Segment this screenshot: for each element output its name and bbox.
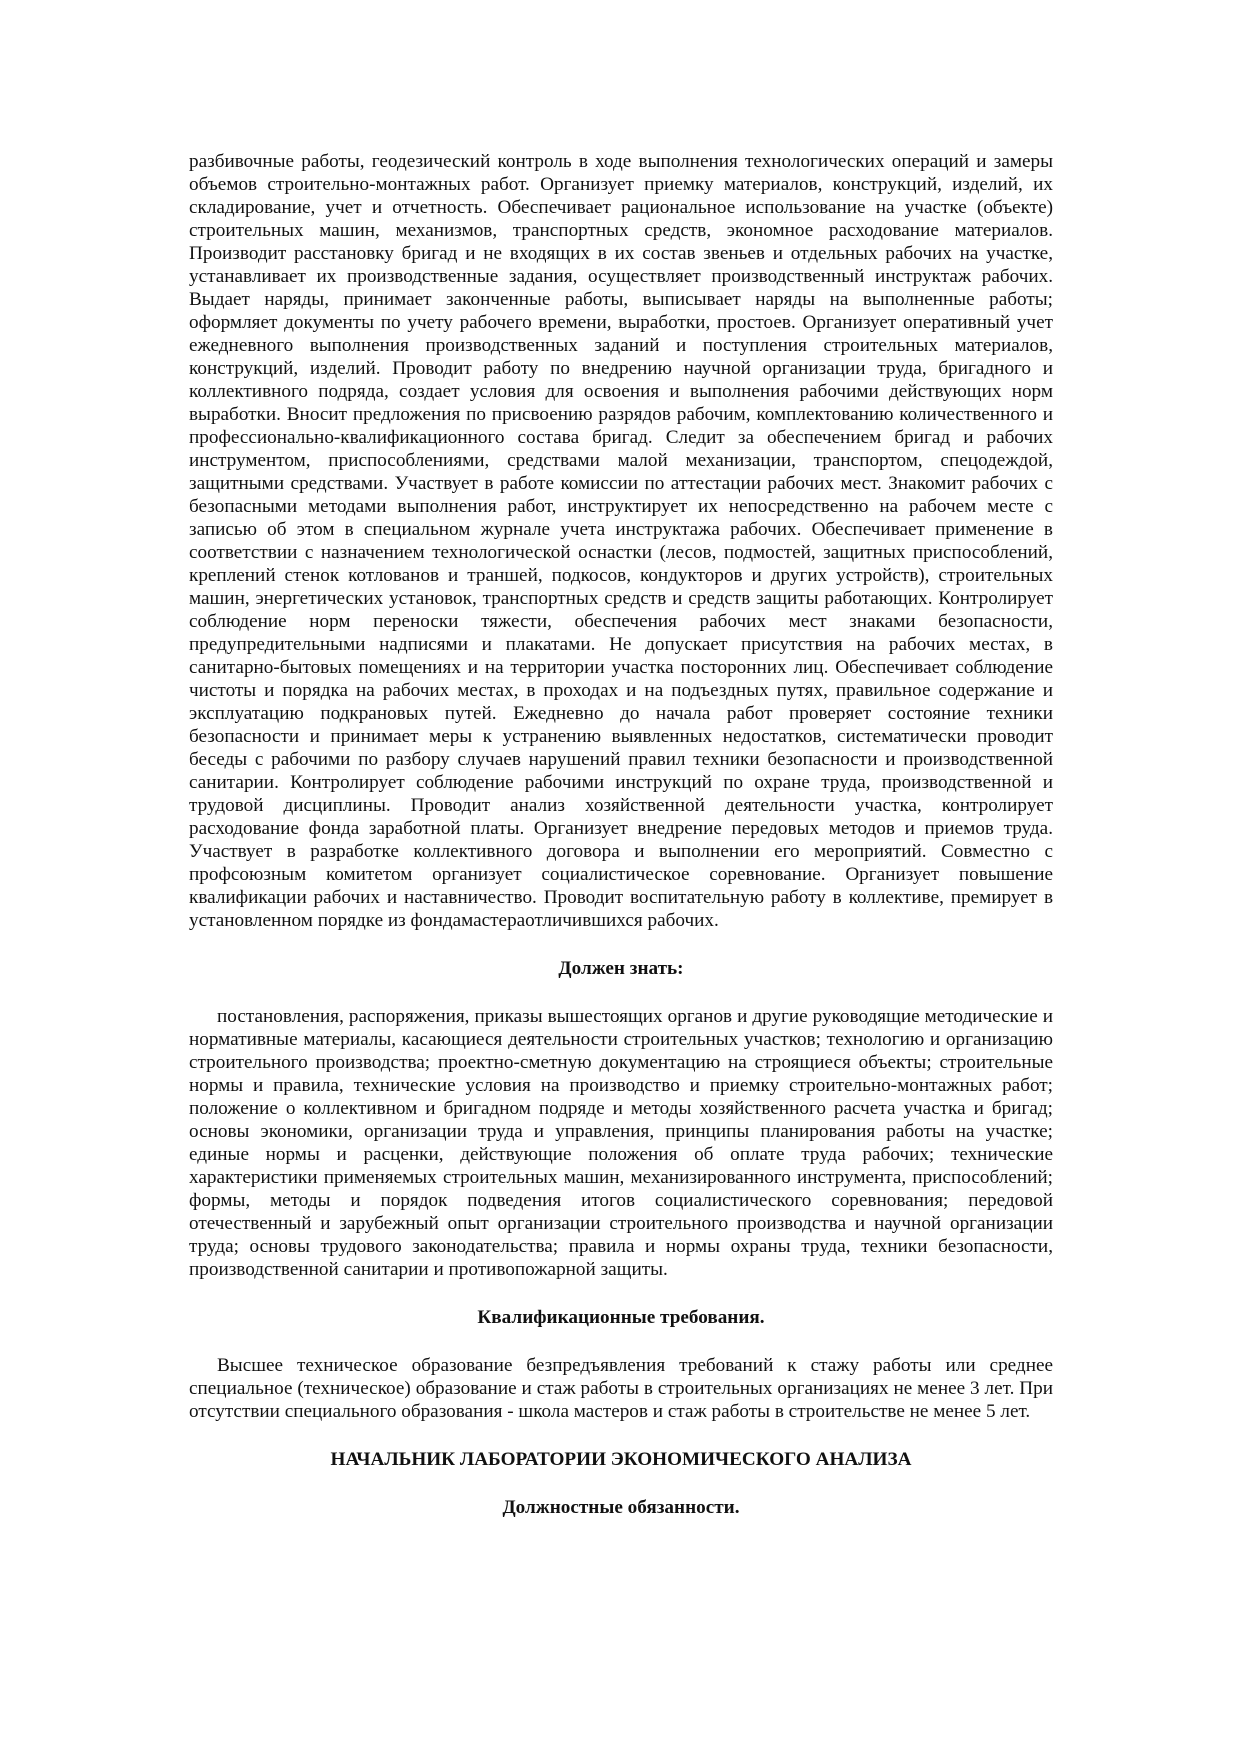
spacer	[189, 1281, 1053, 1306]
spacer	[189, 980, 1053, 1005]
document-page	[189, 150, 1053, 1519]
spacer	[189, 1329, 1053, 1354]
duties-heading: Должностные обязанности.	[502, 1497, 740, 1518]
position-title-heading: НАЧАЛЬНИК ЛАБОРАТОРИИ ЭКОНОМИЧЕСКОГО АНАЛИЗА	[330, 1449, 912, 1470]
spacer	[189, 932, 1053, 957]
spacer	[189, 1423, 1053, 1448]
spacer	[189, 1471, 1053, 1496]
duties-continued-paragraph: разбивочные работы, геодезический контроль в ходе выполнения технологических операций и замеры объемов строительно-монтажных работ. Организует приемку материалов, конструкций, изделий, их складирование, учет и отчетность. Обеспечивает рациональное использование на участке (объекте) строительных машин, механизмов, транспортных средств, экономное расходование материалов. Производит расстановку бригад и не входящих в их состав звеньев и отдельных рабочих на участке, устанавливает их производственные задания, осуществляет производственный инструктаж рабочих. Выдает наряды, принимает законченные работы, выписывает наряды на выполненные работы; оформляет документы по учету рабочего времени, выработки, простоев. Организует оперативный учет ежедневного выполнения производственных заданий и поступления строительных материалов, конструкций, изделий. Проводит работу по внедрению научной организации труда, бригадного и коллективного подряда, создает условия для освоения и выполнения рабочими действующих норм выработки. Вносит предложения по присвоению разрядов рабочим, комплектованию количественного и профессионально-квалификационного состава бригад. Следит за обеспечением бригад и рабочих инструментом, приспособлениями, средствами малой механизации, транспортом, спецодеждой, защитными средствами. Участвует в работе комиссии по аттестации рабочих мест. Знакомит рабочих с безопасными методами выполнения работ, инструктирует их непосредственно на рабочем месте с записью об этом в специальном журнале учета инструктажа рабочих. Обеспечивает применение в соответствии с назначением технологической оснастки (лесов, подмостей, защитных приспособлений, креплений стенок котлованов и траншей, подкосов, кондукторов и других устройств), строительных машин, энергетических установок, транспортных средств и средств защиты работающих. Контролирует соблюдение норм переноски тяжести, обеспечения рабочих мест знаками безопасности, предупредительными надписями и плакатами. Не допускает присутствия на рабочих местах, в санитарно-бытовых помещениях и на территории участка посторонних лиц. Обеспечивает соблюдение чистоты и порядка на рабочих местах, в проходах и на подъездных путях, правильное содержание и эксплуатацию подкрановых путей. Ежедневно до начала работ проверяет состояние техники безопасности и принимает меры к устранению выявленных недостатков, систематически проводит беседы с рабочими по разбору случаев нарушений правил техники безопасности и производственной санитарии. Контролирует соблюдение рабочими инструкций по охране труда, производственной и трудовой дисциплины. Проводит анализ хозяйственной деятельности участка, контролирует расходование фонда заработной платы. Организует внедрение передовых методов и приемов труда. Участвует в разработке коллективного договора и выполнении его мероприятий. Совместно с профсоюзным комитетом организует социалистическое соревнование. Организует повышение квалификации рабочих и наставничество. Проводит воспитательную работу в коллективе, премирует в установленном порядке из фондамастераотличившихся рабочих.	[189, 151, 1053, 931]
qualification-heading: Квалификационные требования.	[477, 1307, 765, 1328]
qualification-paragraph: Высшее техническое образование безпредъявления требований к стажу работы или среднее специальное (техническое) образование и стаж работы в строительных организациях не менее 3 лет. При отсутствии специального образования - школа мастеров и стаж работы в строительстве не менее 5 лет.	[189, 1355, 1053, 1422]
must-know-heading: Должен знать:	[558, 958, 684, 979]
must-know-paragraph: постановления, распоряжения, приказы вышестоящих органов и другие руководящие методические и нормативные материалы, касающиеся деятельности строительных участков; технологию и организацию строительного производства; проектно-сметную документацию на строящиеся объекты; строительные нормы и правила, технические условия на производство и приемку строительно-монтажных работ; положение о коллективном и бригадном подряде и методы хозяйственного расчета участка и бригад; основы экономики, организации труда и управления, принципы планирования работы на участке; единые нормы и расценки, действующие положения об оплате труда рабочих; технические характеристики применяемых строительных машин, механизированного инструмента, приспособлений; формы, методы и порядок подведения итогов социалистического соревнования; передовой отечественный и зарубежный опыт организации строительного производства и научной организации труда; основы трудового законодательства; правила и нормы охраны труда, техники безопасности, производственной санитарии и противопожарной защиты.	[189, 1006, 1053, 1280]
